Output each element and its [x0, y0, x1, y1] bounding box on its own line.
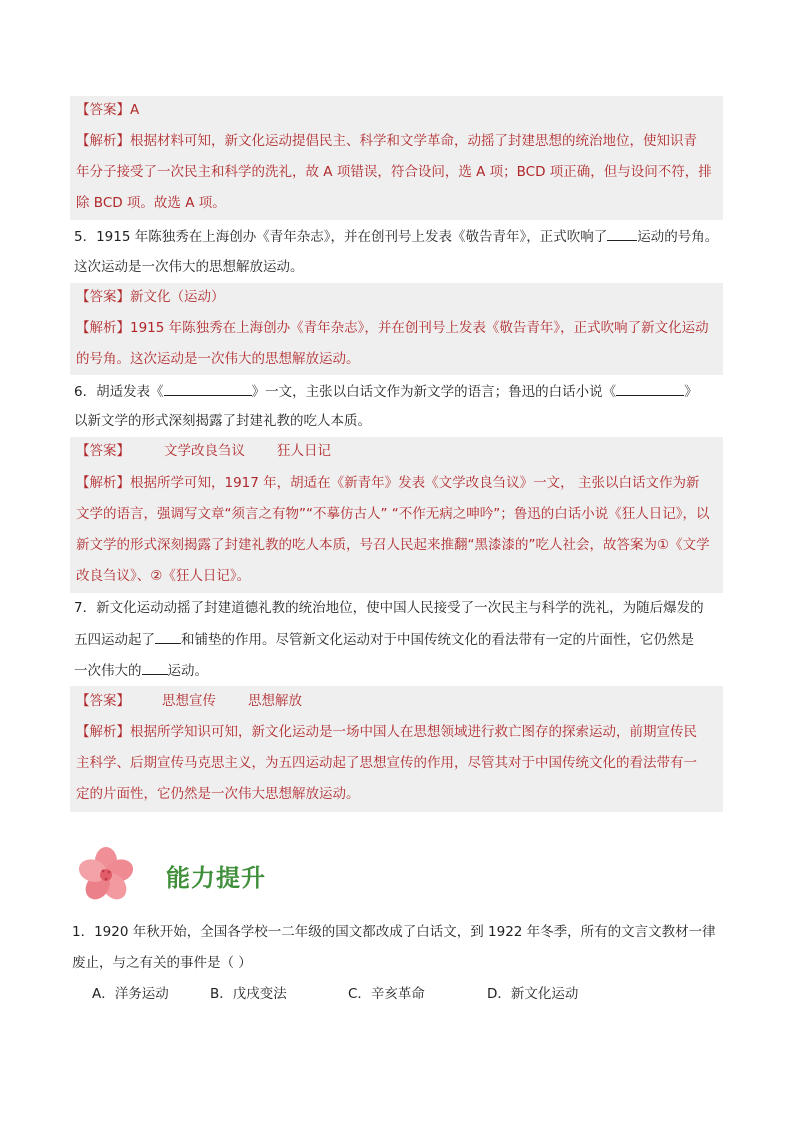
- question-text: 》一文，主张以白话文作为新文学的语言；鲁迅的白话小说《: [251, 384, 617, 400]
- answer-value: 狂人日记: [277, 443, 331, 459]
- question-7-line-1: 7．新文化运动动摇了封建道德礼教的统治地位，使中国人民接受了一次民主与科学的洗礼，为随后爆发的: [74, 600, 704, 616]
- answer-value: 思想宣传: [162, 693, 216, 709]
- analysis-line: 文学的语言，强调写文章“须言之有物”“不摹仿古人” “不作无病之呻吟”；鲁迅的白话小说《狂人日记》，以: [76, 506, 710, 522]
- question-5-line-1: [74, 226, 718, 247]
- practice-question-1-line-2: 废止，与之有关的事件是（ ）: [72, 955, 252, 971]
- fill-blank: [607, 226, 637, 241]
- analysis-line: 【解析】1915 年陈独秀在上海创办《青年杂志》，并在创刊号上发表《敬告青年》，正式吹响了新文化运动: [76, 320, 709, 336]
- analysis-line: 定的片面性，它仍然是一次伟大思想解放运动。: [76, 786, 360, 802]
- option-c[interactable]: C．辛亥革命: [348, 986, 425, 1002]
- option-b[interactable]: B．戊戌变法: [210, 986, 287, 1002]
- answer-line: [76, 441, 331, 461]
- answer-line: [76, 691, 302, 711]
- analysis-line: 的号角。这次运动是一次伟大的思想解放运动。: [76, 351, 360, 367]
- analysis-line: 【解析】根据材料可知，新文化运动提倡民主、科学和文学革命，动摇了封建思想的统治地位，使知识青: [76, 133, 697, 149]
- section-title: 能力提升: [166, 864, 266, 892]
- fill-blank: [164, 381, 252, 396]
- answer-box-7: [70, 686, 723, 812]
- fill-blank: [155, 629, 181, 644]
- question-text: 运动的号角。: [637, 229, 719, 245]
- option-a[interactable]: A．洋务运动: [92, 986, 169, 1002]
- question-7-line-3: [74, 660, 208, 681]
- question-text: 5．1915 年陈独秀在上海创办《青年杂志》，并在创刊号上发表《敬告青年》，正式吹响了: [74, 229, 608, 245]
- fill-blank: [616, 381, 684, 396]
- question-6-line-2: 以新文学的形式深刻揭露了封建礼教的吃人本质。: [74, 413, 371, 429]
- analysis-line: 改良刍议》、②《狂人日记》。: [76, 568, 251, 584]
- question-text: 运动。: [167, 663, 208, 679]
- answer-label: 【答案】新文化（运动）: [76, 289, 225, 305]
- question-text: 五四运动起了: [74, 632, 155, 648]
- analysis-line: 除 BCD 项。故选 A 项。: [76, 195, 226, 211]
- practice-question-1-line-1: 1．1920 年秋开始，全国各学校一二年级的国文都改成了白话文，到 1922 年冬季，所有的文言文教材一律: [72, 924, 716, 940]
- question-5-line-2: 这次运动是一次伟大的思想解放运动。: [74, 259, 304, 275]
- option-d[interactable]: D．新文化运动: [487, 986, 579, 1002]
- question-text: 一次伟大的: [74, 663, 142, 679]
- answer-label: 【答案】: [76, 693, 130, 709]
- flower-icon: [74, 846, 136, 904]
- answer-box-4: [70, 96, 723, 220]
- analysis-line: 【解析】根据所学可知，1917 年，胡适在《新青年》发表《文学改良刍议》一文， 主张以白话文作为新: [76, 475, 700, 491]
- question-text: 和铺垫的作用。尽管新文化运动对于中国传统文化的看法带有一定的片面性，它仍然是: [181, 632, 694, 648]
- question-6-line-1: [74, 381, 698, 402]
- question-text: 》: [684, 384, 698, 400]
- question-7-line-2: [74, 629, 694, 650]
- answer-box-5: [70, 283, 723, 375]
- analysis-line: 年分子接受了一次民主和科学的洗礼，故 A 项错误，符合设问，选 A 项；BCD 项正确，但与设问不符，排: [76, 164, 712, 180]
- question-text: 6．胡适发表《: [74, 384, 164, 400]
- answer-box-6: [70, 437, 723, 593]
- section-heading: [74, 846, 374, 906]
- analysis-line: 新文学的形式深刻揭露了封建礼教的吃人本质，号召人民起来推翻“黑漆漆的”吃人社会，故答案为①《文学: [76, 537, 710, 553]
- analysis-line: 主科学、后期宣传马克思主义，为五四运动起了思想宣传的作用，尽管其对于中国传统文化的看法带有一: [76, 755, 697, 771]
- answer-label: 【答案】: [76, 443, 130, 459]
- analysis-line: 【解析】根据所学知识可知，新文化运动是一场中国人在思想领域进行救亡图存的探索运动，前期宣传民: [76, 724, 697, 740]
- answer-label: 【答案】A: [76, 102, 140, 118]
- fill-blank: [142, 660, 168, 675]
- answer-value: 思想解放: [248, 693, 302, 709]
- answer-value: 文学改良刍议: [164, 443, 245, 459]
